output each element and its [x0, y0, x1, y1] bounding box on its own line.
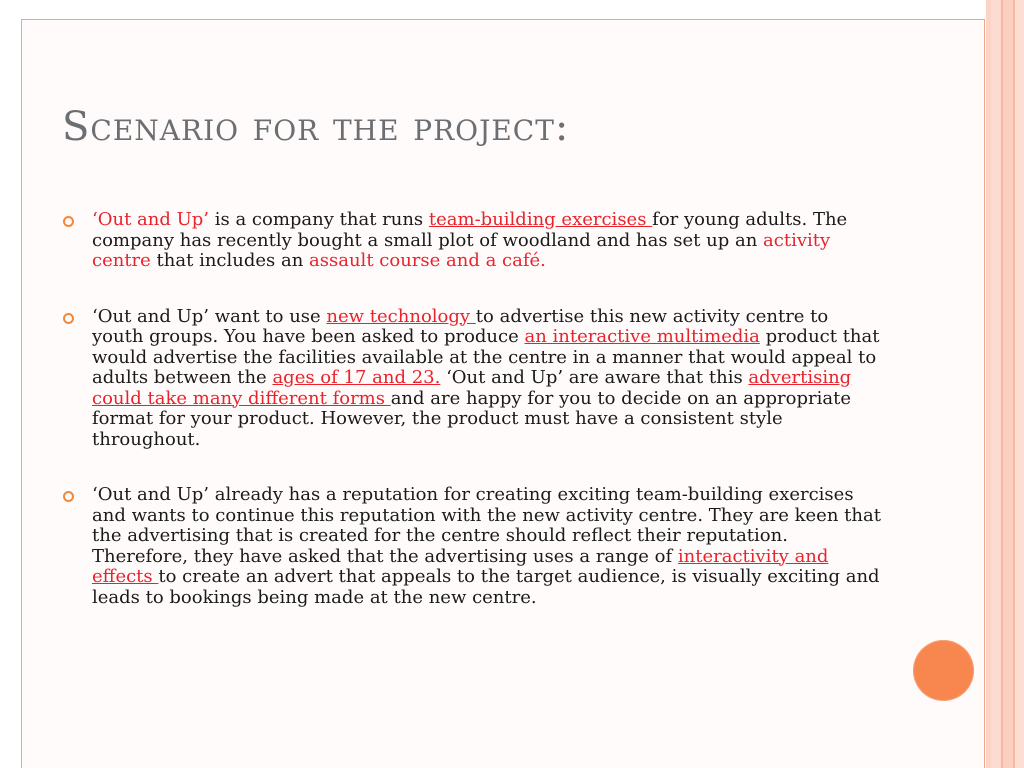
body-text: that includes an [150, 250, 310, 271]
decorative-stripe [991, 0, 1001, 768]
decorative-stripe [1003, 0, 1013, 768]
bullet-item [92, 210, 882, 272]
slide-title: Scenario for the project: [62, 104, 570, 150]
link-interactive-multimedia[interactable]: an interactive multimedia [524, 326, 760, 347]
highlighted-text: ‘Out and Up’ [92, 209, 210, 230]
hollow-circle-bullet-icon [63, 491, 74, 502]
highlighted-text: activity centre [92, 229, 831, 271]
body-text: ‘Out and Up’ already has a reputation for creating exciting team-building exercises and wants to continue this reputation with the new activity centre. They are keen that the advertising that is created for the centre should reflect their reputation. Therefore, they have asked that the advertising uses a range of [92, 484, 881, 567]
link-team-building-exercises[interactable]: team-building exercises [428, 209, 653, 230]
bullet-item [92, 307, 882, 451]
body-text: to advertise this new activity centre to youth groups. You have been asked to produce [92, 305, 829, 347]
bullet-list [92, 210, 882, 643]
link-interactivity-effects[interactable]: interactivity and effects [92, 545, 829, 587]
hollow-circle-bullet-icon [63, 216, 74, 227]
link-new-technology[interactable]: new technology [326, 305, 476, 327]
body-text: for young adults. The company has recently bought a small plot of woodland and has set up an [92, 209, 848, 251]
body-text: ‘Out and Up’ want to use [92, 305, 327, 327]
orange-circle-decoration [913, 640, 974, 701]
body-text: and are happy for you to decide on an appropriate format for your product. However, the product must have a consistent style throughout. [92, 387, 852, 450]
body-text: product that would advertise the facilities available at the centre in a manner that would appeal to adults between the [92, 326, 880, 388]
decorative-stripe [1015, 0, 1024, 768]
body-text: is a company that runs [209, 209, 429, 230]
bullet-item [92, 485, 882, 608]
highlighted-text: assault course and a café. [309, 250, 546, 271]
body-text: to create an advert that appeals to the target audience, is visually exciting and leads to bookings being made at the new centre. [92, 566, 880, 608]
hollow-circle-bullet-icon [63, 313, 74, 324]
link-advertising-forms[interactable]: advertising could take many different forms [92, 367, 852, 409]
link-ages[interactable]: ages of 17 and 23. [272, 367, 441, 388]
body-text: ‘Out and Up’ are aware that this [440, 367, 749, 388]
